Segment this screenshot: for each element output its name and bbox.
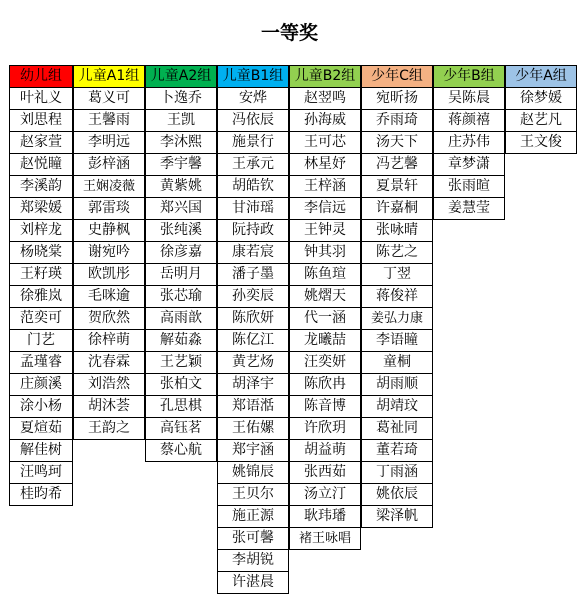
winner-name: 张西茹 xyxy=(290,462,361,484)
winner-name: 汪奕妍 xyxy=(290,352,361,374)
group-column xyxy=(73,65,145,440)
winner-name: 代一涵 xyxy=(290,308,361,330)
winner-name: 史静枫 xyxy=(74,220,145,242)
winner-name: 彭梓涵 xyxy=(74,154,145,176)
winner-name: 徐彦嘉 xyxy=(146,242,217,264)
winner-name: 梁泽帆 xyxy=(362,506,433,528)
winner-name: 欧凯彤 xyxy=(74,264,145,286)
group-column xyxy=(505,65,577,154)
winner-name: 钟其羽 xyxy=(290,242,361,264)
winner-name: 庄苏伟 xyxy=(434,132,505,154)
group-header: 儿童B1组 xyxy=(218,66,289,88)
winner-name: 施景行 xyxy=(218,132,289,154)
winner-name: 童桐 xyxy=(362,352,433,374)
winner-name: 郑宇涵 xyxy=(218,440,289,462)
winner-name: 张可馨 xyxy=(218,528,289,550)
winner-name: 陈亿江 xyxy=(218,330,289,352)
winner-name: 赵艺凡 xyxy=(506,110,577,132)
winner-name: 陈欣冉 xyxy=(290,374,361,396)
winner-name: 赵悦瞳 xyxy=(10,154,73,176)
winner-name: 陈鱼瑄 xyxy=(290,264,361,286)
winner-name: 许湛晨 xyxy=(218,572,289,594)
winner-name: 胡靖玟 xyxy=(362,396,433,418)
winner-name: 章梦潇 xyxy=(434,154,505,176)
winner-name: 孔思棋 xyxy=(146,396,217,418)
group-column xyxy=(145,65,217,462)
winner-name: 孟瑾睿 xyxy=(10,352,73,374)
winner-name: 汤天下 xyxy=(362,132,433,154)
winner-name: 丁雨涵 xyxy=(362,462,433,484)
winner-name: 王承元 xyxy=(218,154,289,176)
winner-name: 赵家萱 xyxy=(10,132,73,154)
group-header: 少年C组 xyxy=(362,66,433,88)
winner-name: 张纯溪 xyxy=(146,220,217,242)
winner-name: 姚锦辰 xyxy=(218,462,289,484)
group-column xyxy=(9,65,73,506)
winner-name: 董若琦 xyxy=(362,440,433,462)
winner-name: 李信远 xyxy=(290,198,361,220)
winner-name: 李胡锐 xyxy=(218,550,289,572)
winner-name: 王馨雨 xyxy=(74,110,145,132)
winner-name: 刘浩然 xyxy=(74,374,145,396)
winner-name: 林星妤 xyxy=(290,154,361,176)
winner-name: 范奕可 xyxy=(10,308,73,330)
winner-name: 郭雷琰 xyxy=(74,198,145,220)
winner-name: 解茹淼 xyxy=(146,330,217,352)
winner-name: 王娴凌薇 xyxy=(74,176,145,198)
winner-name: 胡雨顺 xyxy=(362,374,433,396)
winner-name: 杨晓棠 xyxy=(10,242,73,264)
winner-name: 张咏晴 xyxy=(362,220,433,242)
winner-name: 徐梦媛 xyxy=(506,88,577,110)
group-header: 幼儿组 xyxy=(10,66,73,88)
winner-name: 刘梓龙 xyxy=(10,220,73,242)
winner-name: 王文俊 xyxy=(506,132,577,154)
winner-name: 葛祉同 xyxy=(362,418,433,440)
group-column xyxy=(361,65,433,528)
winner-name: 陈音博 xyxy=(290,396,361,418)
winner-name: 徐雅岚 xyxy=(10,286,73,308)
winner-name: 刘思程 xyxy=(10,110,73,132)
winner-name: 郑梁媛 xyxy=(10,198,73,220)
winner-name: 葛义可 xyxy=(74,88,145,110)
winner-name: 潘子墨 xyxy=(218,264,289,286)
winner-name: 汤立汀 xyxy=(290,484,361,506)
winner-name: 吴陈晨 xyxy=(434,88,505,110)
winner-name: 许嘉桐 xyxy=(362,198,433,220)
group-header: 少年B组 xyxy=(434,66,505,88)
winner-name: 阮持政 xyxy=(218,220,289,242)
winner-name: 孙海威 xyxy=(290,110,361,132)
winner-name: 李沐熙 xyxy=(146,132,217,154)
winner-name: 叶礼义 xyxy=(10,88,73,110)
winner-name: 汪鸣珂 xyxy=(10,462,73,484)
winner-name: 陈艺之 xyxy=(362,242,433,264)
winner-name: 甘沛瑶 xyxy=(218,198,289,220)
winner-name: 赵翌鸣 xyxy=(290,88,361,110)
winner-name: 蒋颜禧 xyxy=(434,110,505,132)
winner-name: 姚熠天 xyxy=(290,286,361,308)
winner-name: 谢宛吟 xyxy=(74,242,145,264)
winner-name: 孙奕辰 xyxy=(218,286,289,308)
winner-name: 施正源 xyxy=(218,506,289,528)
winner-name: 门艺 xyxy=(10,330,73,352)
group-header: 儿童B2组 xyxy=(290,66,361,88)
winner-name: 宛昕扬 xyxy=(362,88,433,110)
winner-name: 卜逸乔 xyxy=(146,88,217,110)
group-header: 儿童A2组 xyxy=(146,66,217,88)
winner-name: 王钟灵 xyxy=(290,220,361,242)
winner-name: 沈春霖 xyxy=(74,352,145,374)
group-column xyxy=(433,65,505,220)
winner-name: 郑兴国 xyxy=(146,198,217,220)
winner-name: 徐梓萌 xyxy=(74,330,145,352)
winner-name: 胡皓钦 xyxy=(218,176,289,198)
winner-name: 涂小杨 xyxy=(10,396,73,418)
winner-name: 丁翌 xyxy=(362,264,433,286)
winner-name: 姜弘力康 xyxy=(362,308,433,330)
winner-name: 夏景轩 xyxy=(362,176,433,198)
winner-name: 王籽瑛 xyxy=(10,264,73,286)
winner-name: 高雨歆 xyxy=(146,308,217,330)
winner-name: 毛咪逾 xyxy=(74,286,145,308)
winner-name: 陈欣妍 xyxy=(218,308,289,330)
page-title: 一等奖 xyxy=(260,22,318,44)
winner-name: 季宇馨 xyxy=(146,154,217,176)
winner-name: 高钰茗 xyxy=(146,418,217,440)
winner-name: 龙曦喆 xyxy=(290,330,361,352)
winner-name: 蒋俊祥 xyxy=(362,286,433,308)
winner-name: 张芯瑜 xyxy=(146,286,217,308)
winner-name: 李语瞳 xyxy=(362,330,433,352)
winner-name: 岳明月 xyxy=(146,264,217,286)
winner-name: 桂昀希 xyxy=(10,484,73,506)
group-header: 儿童A1组 xyxy=(74,66,145,88)
winner-name: 李溪韵 xyxy=(10,176,73,198)
winner-name: 乔雨琦 xyxy=(362,110,433,132)
group-column xyxy=(289,65,361,550)
winner-name: 庄颜溪 xyxy=(10,374,73,396)
winner-name: 褚王咏唱 xyxy=(290,528,361,550)
winner-name: 胡泽宇 xyxy=(218,374,289,396)
winner-name: 王可芯 xyxy=(290,132,361,154)
winner-name: 王艺颖 xyxy=(146,352,217,374)
winner-name: 姜慧莹 xyxy=(434,198,505,220)
winner-name: 胡沐荟 xyxy=(74,396,145,418)
winner-name: 胡益萌 xyxy=(290,440,361,462)
winner-name: 冯艺馨 xyxy=(362,154,433,176)
winner-name: 王贝尔 xyxy=(218,484,289,506)
group-column xyxy=(217,65,289,594)
winner-name: 王佑嫘 xyxy=(218,418,289,440)
winner-name: 黄艺炀 xyxy=(218,352,289,374)
winner-name: 李明远 xyxy=(74,132,145,154)
winner-name: 冯依辰 xyxy=(218,110,289,132)
winner-name: 张柏文 xyxy=(146,374,217,396)
winner-name: 郑语湉 xyxy=(218,396,289,418)
winner-name: 安烨 xyxy=(218,88,289,110)
winner-name: 解佳树 xyxy=(10,440,73,462)
winner-name: 王韵之 xyxy=(74,418,145,440)
winner-name: 贺欣然 xyxy=(74,308,145,330)
group-header: 少年A组 xyxy=(506,66,577,88)
winner-name: 黄紫姚 xyxy=(146,176,217,198)
winner-name: 康若宸 xyxy=(218,242,289,264)
winner-name: 蔡心航 xyxy=(146,440,217,462)
winner-name: 姚依辰 xyxy=(362,484,433,506)
winner-name: 许欣玥 xyxy=(290,418,361,440)
winner-name: 王凯 xyxy=(146,110,217,132)
winner-name: 张雨暄 xyxy=(434,176,505,198)
winner-name: 王梓涵 xyxy=(290,176,361,198)
winner-name: 耿玮璠 xyxy=(290,506,361,528)
winner-name: 夏煊茹 xyxy=(10,418,73,440)
